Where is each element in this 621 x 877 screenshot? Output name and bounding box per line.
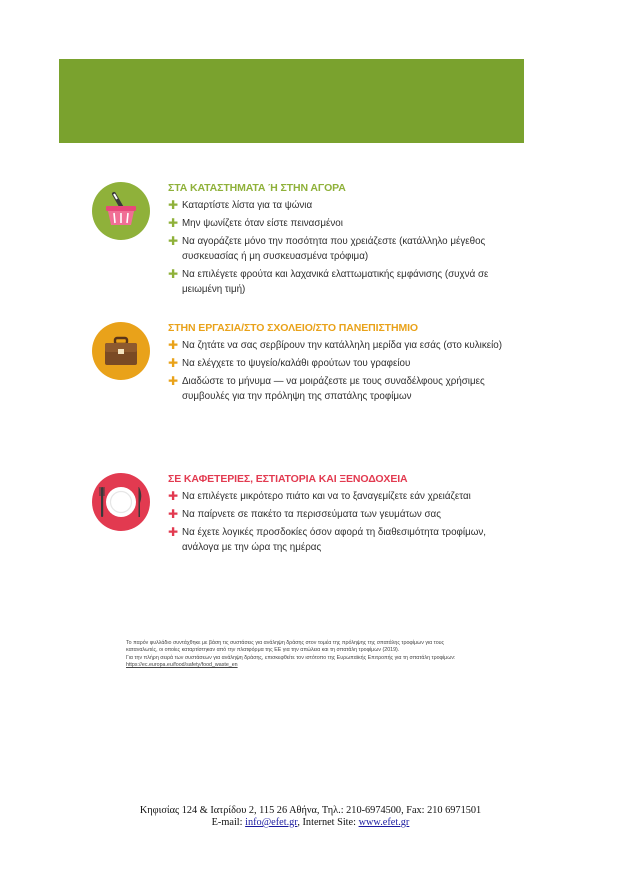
plus-bullet-icon: ✚	[168, 234, 179, 248]
list-item: ✚ Να επιλέγετε φρούτα και λαχανικά ελαττωματικής εμφάνισης (συχνά σε μειωμένη τιμή)	[168, 267, 489, 295]
list-item: ✚ Να ζητάτε να σας σερβίρουν την κατάλληλη μερίδα για εσάς (στο κυλικείο)	[168, 338, 503, 352]
plus-bullet-icon: ✚	[168, 525, 179, 539]
list-item: ✚ Να έχετε λογικές προσδοκίες όσον αφορά τη διαθεσιμότητα τροφίμων, ανάλογα με την ώρα της ημέρας	[168, 525, 486, 553]
list-item: ✚ Καταρτίστε λίστα για τα ψώνια	[168, 198, 313, 212]
footnote-paragraph: Για την πλήρη σειρά των συστάσεων για ανάληψη δράσης, επισκεφθείτε τον ιστότοπο της Ευρωπαϊκής Επιτροπής για τη σπατάλη τροφίμων: https://ec.europa.eu/food/safety/food_waste_en	[126, 654, 456, 669]
plus-bullet-icon: ✚	[168, 198, 179, 212]
website-link[interactable]: www.efet.gr	[358, 817, 410, 828]
shopping-basket-icon	[92, 182, 150, 240]
section-heading: ΣΕ ΚΑΦΕΤΕΡΙΕΣ, ΕΣΤΙΑΤΟΡΙΑ ΚΑΙ ΞΕΝΟΔΟΧΕΙΑ	[168, 473, 408, 485]
list-item: ✚ Μην ψωνίζετε όταν είστε πεινασμένοι	[168, 216, 343, 230]
list-item: ✚ Να ελέγχετε το ψυγείο/καλάθι φρούτων του γραφείου	[168, 356, 411, 370]
list-item: ✚ Να επιλέγετε μικρότερο πιάτο και να το ξαναγεμίζετε εάν χρειάζεται	[168, 489, 471, 503]
list-item: ✚ Να αγοράζετε μόνο την ποσότητα που χρειάζεστε (κατάλληλο μέγεθος συσκευασίας ή μη συσκευασμένα τρόφιμα)	[168, 234, 486, 262]
source-footnote	[126, 640, 471, 670]
footnote-paragraph: Το παρόν φυλλάδιο συντάχθηκε με βάση τις συστάσεις για ανάληψη δράσης στον τομέα της πρόληψης της σπατάλης τροφίμων για τους καταναλωτές, οι οποίες καταρτίστηκαν από την πλατφόρμα της ΕΕ για την απώλεια και τη σπατάλη τροφίμων (2019).	[126, 640, 445, 654]
plus-bullet-icon: ✚	[168, 267, 179, 281]
email-link[interactable]: info@efet.gr	[245, 817, 298, 828]
green-header-banner	[59, 59, 524, 143]
section-heading: ΣΤΗΝ ΕΡΓΑΣΙΑ/ΣΤΟ ΣΧΟΛΕΙΟ/ΣΤΟ ΠΑΝΕΠΙΣΤΗΜΙΟ	[168, 322, 418, 334]
plus-bullet-icon: ✚	[168, 356, 179, 370]
briefcase-icon	[92, 322, 150, 380]
list-item: ✚ Να παίρνετε σε πακέτο τα περισσεύματα των γευμάτων σας	[168, 507, 441, 521]
contact-line: E-mail: info@efet.gr, Internet Site: www.efet.gr	[211, 817, 410, 828]
plus-bullet-icon: ✚	[168, 489, 179, 503]
ec-food-waste-link[interactable]: https://ec.europa.eu/food/safety/food_waste_en	[126, 662, 238, 669]
plus-bullet-icon: ✚	[168, 374, 179, 388]
list-item: ✚ Διαδώστε το μήνυμα — να μοιράζεστε με τους συναδέλφους χρήσιμες συμβουλές για την πρόληψη της σπατάλης τροφίμων	[168, 374, 485, 402]
address-line: Κηφισίας 124 & Ιατρίδου 2, 115 26 Αθήνα, Τηλ.: 210-6974500, Fax: 210 6971501	[139, 805, 482, 816]
section-heading: ΣΤΑ ΚΑΤΑΣΤΗΜΑΤΑ Ή ΣΤΗΝ ΑΓΟΡΑ	[168, 182, 346, 194]
contact-footer	[0, 805, 621, 829]
plus-bullet-icon: ✚	[168, 338, 179, 352]
plus-bullet-icon: ✚	[168, 507, 179, 521]
plate-cutlery-icon	[92, 473, 150, 531]
plus-bullet-icon: ✚	[168, 216, 179, 230]
